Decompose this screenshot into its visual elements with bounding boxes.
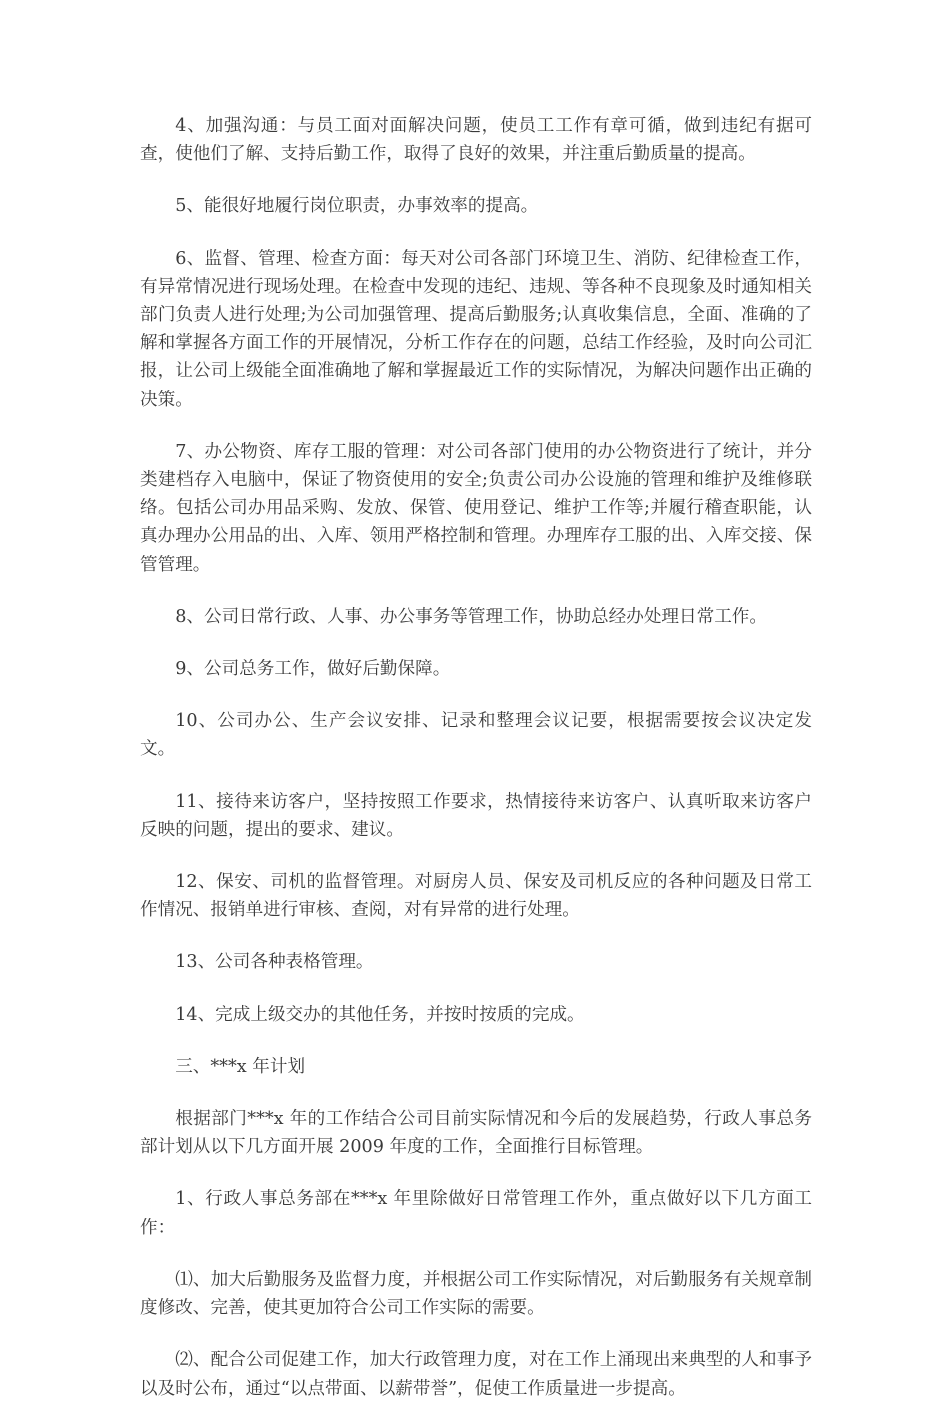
paragraph-item-8: 8、公司日常行政、人事、办公事务等管理工作，协助总经办处理日常工作。 <box>175 606 767 627</box>
paragraph-item-13: 13、公司各种表格管理。 <box>175 952 374 973</box>
paragraph-item-4: 4、加强沟通：与员工面对面解决问题，使员工工作有章可循，做到违纪有据可查，使他们了解、支持后勤工作，取得了良好的效果，并注重后勤质量的提高。 <box>140 116 812 165</box>
paragraph-item-14: 14、完成上级交办的其他任务，并按时按质的完成。 <box>175 1004 585 1025</box>
paragraph-item-9: 9、公司总务工作，做好后勤保障。 <box>175 659 451 680</box>
paragraph-item-11: 11、接待来访客户，坚持按照工作要求，热情接待来访客户、认真听取来访客户反映的问题，提出的要求、建议。 <box>140 791 812 840</box>
paragraph-item-7: 7、办公物资、库存工服的管理：对公司各部门使用的办公物资进行了统计，并分类建档存入电脑中，保证了物资使用的安全;负责公司办公设施的管理和维护及维修联络。包括公司办用品采购、发放、保管、使用登记、维护工作等;并履行稽查职能，认真办理办公用品的出、入库、领用严格控制和管理。办理库存工服的出、入库交接、保管管理。 <box>140 441 812 575</box>
paragraph-plan-item-1: 1、行政人事总务部在***x 年里除做好日常管理工作外，重点做好以下几方面工作： <box>140 1189 812 1238</box>
paragraph-plan-sub-item-2: ⑵、配合公司促建工作，加大行政管理力度，对在工作上涌现出来典型的人和事予以及时公布，通过“以点带面、以薪带誉”，促使工作质量进一步提高。 <box>140 1350 812 1399</box>
document-body <box>140 112 812 1403</box>
section-heading-year-plan: 三、***x 年计划 <box>175 1056 306 1077</box>
paragraph-item-5: 5、能很好地履行岗位职责，办事效率的提高。 <box>175 196 539 217</box>
paragraph-plan-sub-item-1: ⑴、加大后勤服务及监督力度，并根据公司工作实际情况，对后勤服务有关规章制度修改、完善，使其更加符合公司工作实际的需要。 <box>140 1269 812 1319</box>
paragraph-item-6: 6、监督、管理、检查方面：每天对公司各部门环境卫生、消防、纪律检查工作，有异常情况进行现场处理。在检查中发现的违纪、违规、等各种不良现象及时通知相关部门负责人进行处理;为公司加强管理、提高后勤服务;认真收集信息，全面、准确的了解和掌握各方面工作的开展情况，分析工作存在的问题，总结工作经验，及时向公司汇报，让公司上级能全面准确地了解和掌握最近工作的实际情况，为解决问题作出正确的决策。 <box>140 248 812 410</box>
paragraph-item-10: 10、公司办公、生产会议安排、记录和整理会议记要，根据需要按会议决定发文。 <box>140 711 812 760</box>
paragraph-section-intro: 根据部门***x 年的工作结合公司目前实际情况和今后的发展趋势，行政人事总务部计划从以下几方面开展 2009 年度的工作，全面推行目标管理。 <box>140 1109 812 1158</box>
paragraph-item-12: 12、保安、司机的监督管理。对厨房人员、保安及司机反应的各种问题及日常工作情况、报销单进行审核、查阅，对有异常的进行处理。 <box>140 872 812 921</box>
